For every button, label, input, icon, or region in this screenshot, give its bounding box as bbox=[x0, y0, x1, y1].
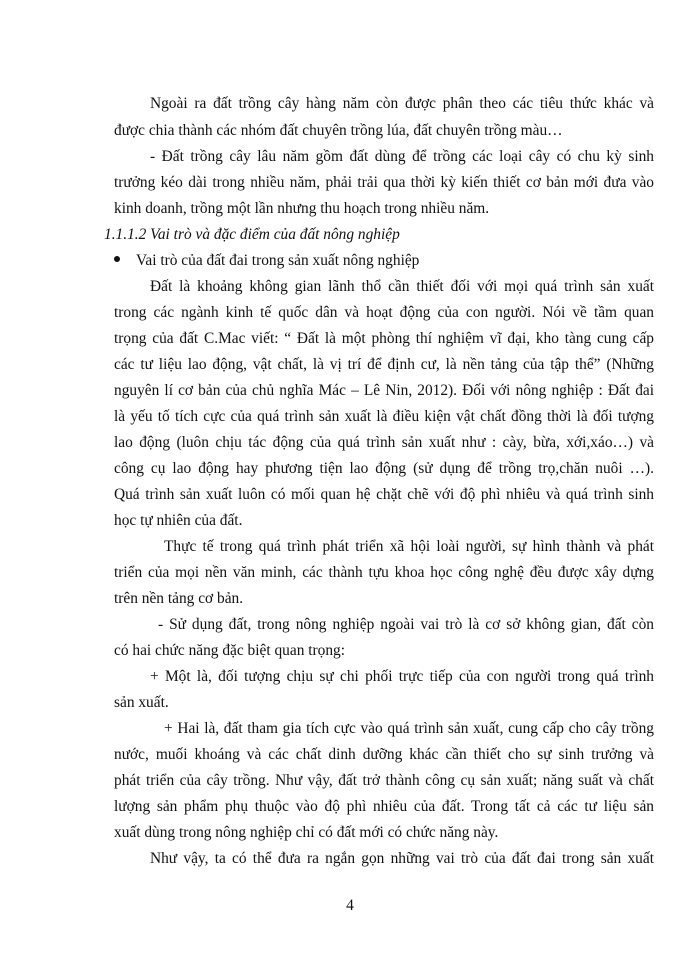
paragraph-line: lượng sản phẩm phụ thuộc vào độ phì nhiêu của đất. Trong tất cả các tư liệu sản bbox=[114, 798, 654, 815]
paragraph-line: Đất là khoảng không gian lãnh thổ cần thiết đối với mọi quá trình sản xuất bbox=[150, 278, 654, 295]
bullet-icon bbox=[114, 256, 120, 262]
paragraph-line: các tư liệu lao động, vật chất, là vị trí để định cư, là nền tảng của tập thể” (Những bbox=[114, 356, 654, 373]
paragraph-line: trên nền tảng cơ bản. bbox=[114, 590, 244, 607]
paragraph-line: kinh doanh, trồng một lần nhưng thu hoạch trong nhiều năm. bbox=[114, 200, 490, 217]
paragraph-line: Ngoài ra đất trồng cây hàng năm còn được phân theo các tiêu thức khác và bbox=[150, 95, 654, 112]
paragraph-line: học tự nhiên của đất. bbox=[114, 512, 243, 529]
bullet-item bbox=[114, 248, 419, 274]
paragraph-line: - Đất trồng cây lâu năm gồm đất dùng để trồng các loại cây có chu kỳ sinh bbox=[150, 148, 654, 165]
paragraph-line: sản xuất. bbox=[114, 694, 169, 711]
paragraph-line: trưởng kéo dài trong nhiều năm, phải trải qua thời kỳ kiến thiết cơ bản mới đưa vào bbox=[114, 174, 654, 191]
paragraph-line: trọng của đất C.Mac viết: “ Đất là một phòng thí nghiệm vĩ đại, kho tàng cung cấp bbox=[114, 330, 654, 347]
paragraph-line: + Hai là, đất tham gia tích cực vào quá trình sản xuất, cung cấp cho cây trồng bbox=[164, 720, 654, 737]
paragraph-line: triển của mọi nền văn minh, các thành tựu khoa học công nghệ đều được xây dựng bbox=[114, 564, 654, 581]
bullet-text: Vai trò của đất đai trong sản xuất nông nghiệp bbox=[136, 252, 420, 269]
paragraph-line: Như vậy, ta có thể đưa ra ngắn gọn những vai trò của đất đai trong sản xuất bbox=[150, 850, 654, 867]
section-heading: 1.1.1.2 Vai trò và đặc điểm của đất nông nghiệp bbox=[104, 226, 400, 243]
paragraph-line: được chia thành các nhóm đất chuyên trồng lúa, đất chuyên trồng màu… bbox=[114, 122, 563, 139]
paragraph-line: phát triển của cây trồng. Như vậy, đất trở thành công cụ sản xuất; năng suất và chất bbox=[114, 772, 654, 789]
paragraph-line: lao động (luôn chịu tác động của quá trình sản xuất như : cày, bừa, xới,xáo…) và bbox=[114, 434, 654, 451]
paragraph-line: xuất dùng trong nông nghiệp chỉ có đất mới có chức năng này. bbox=[114, 824, 499, 841]
paragraph-line: công cụ lao động hay phương tiện lao động (sử dụng để trồng trọ,chăn nuôi …). bbox=[114, 460, 654, 477]
paragraph-line: nước, muối khoáng và các chất dinh dưỡng khác cần thiết cho sự sinh trưởng và bbox=[114, 746, 654, 763]
paragraph-line: - Sử dụng đất, trong nông nghiệp ngoài vai trò là cơ sở không gian, đất còn bbox=[158, 616, 654, 633]
page-number: 4 bbox=[346, 897, 354, 914]
paragraph-line: Quá trình sản xuất luôn có mối quan hệ chặt chẽ với độ phì nhiêu và quá trình sinh bbox=[114, 486, 654, 503]
paragraph-line: là yếu tố tích cực của quá trình sản xuất là điều kiện vật chất đồng thời là đối tượng bbox=[114, 408, 654, 425]
paragraph-line: + Một là, đối tượng chịu sự chi phối trực tiếp của con người trong quá trình bbox=[150, 668, 654, 685]
paragraph-line: có hai chức năng đặc biệt quan trọng: bbox=[114, 642, 345, 659]
paragraph-line: nguyên lí cơ bản của chủ nghĩa Mác – Lê Nin, 2012). Đối với nông nghiệp : Đất đai bbox=[114, 382, 654, 399]
paragraph-line: Thực tế trong quá trình phát triển xã hội loài người, sự hình thành và phát bbox=[164, 538, 654, 555]
paragraph-line: trong các ngành kinh tế quốc dân và hoạt động của con người. Nói về tầm quan bbox=[114, 304, 654, 321]
